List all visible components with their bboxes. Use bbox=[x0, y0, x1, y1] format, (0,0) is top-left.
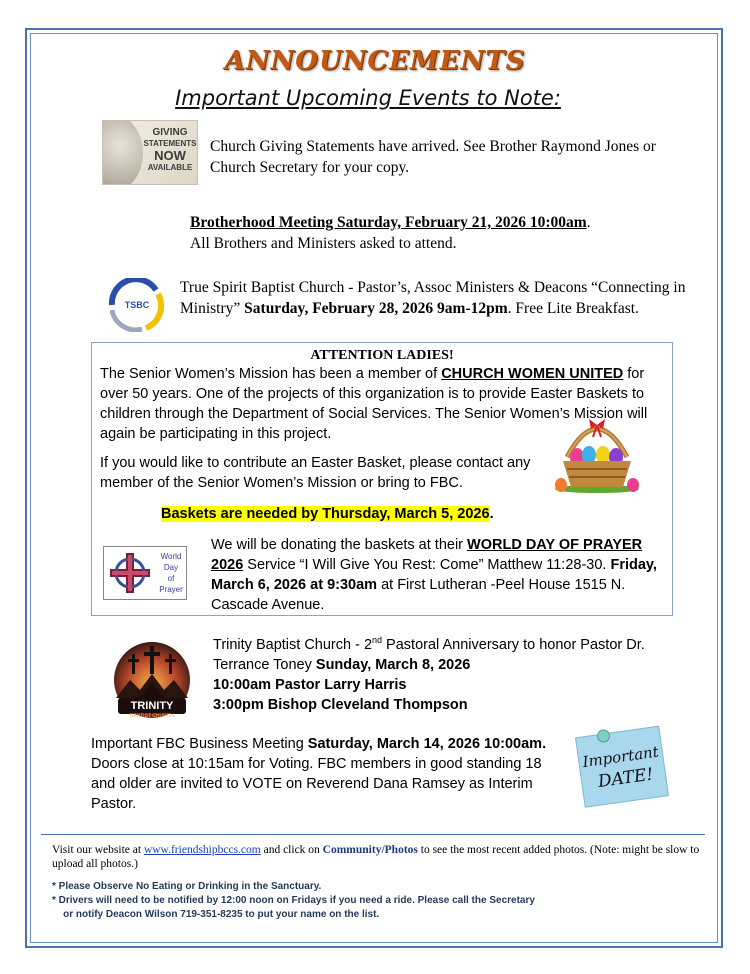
brotherhood-announcement: Brotherhood Meeting Saturday, February 21, 2026 10:00am. All Brothers and Ministers asked to attend. bbox=[190, 214, 591, 252]
tsbc-logo bbox=[106, 278, 168, 332]
svg-text:TSBC: TSBC bbox=[124, 300, 150, 310]
website-link[interactable]: www.friendshipbccs.com bbox=[143, 844, 261, 856]
brotherhood-text: All Brothers and Ministers asked to attend. bbox=[190, 235, 457, 252]
baskets-deadline: Baskets are needed by Thursday, March 5, 2026. bbox=[161, 506, 494, 522]
footer-note-3: or notify Deacon Wilson 719-351-8235 to put your name on the list. bbox=[52, 909, 380, 920]
coin-icon bbox=[102, 120, 143, 185]
footer-divider bbox=[41, 834, 705, 835]
svg-text:BAPTIST CHURCH: BAPTIST CHURCH bbox=[130, 713, 174, 719]
brotherhood-heading: Brotherhood Meeting Saturday, February 21, 2026 10:00am bbox=[190, 214, 587, 231]
svg-text:DATE!: DATE! bbox=[596, 764, 655, 793]
wdp-logo-text: World Day of Prayer bbox=[159, 552, 183, 594]
page-subtitle: Important Upcoming Events to Note: bbox=[175, 86, 561, 110]
trinity-baptist-logo bbox=[108, 640, 196, 722]
giving-statements-image bbox=[102, 120, 198, 185]
svg-text:Important: Important bbox=[581, 742, 660, 772]
tsbc-announcement: True Spirit Baptist Church - Pastor’s, Assoc Ministers & Deacons “Connecting in Ministry” Saturday, February 28, 2026 9am-12pm. Free Lite Breakfast. bbox=[180, 279, 686, 317]
world-day-of-prayer-text: We will be donating the baskets at their WORLD DAY OF PRAYER 2026 Service “I Will Give You Rest: Come” Matthew 11:28-30. Friday, March 6, 2026 at 9:30am at First Lutheran -Peel House 1515 N. Cascade Avenue. bbox=[211, 537, 657, 613]
ladies-paragraph-2: If you would like to contribute an Easter Basket, please contact any member of the Senior Women’s Mission or bring to FBC. bbox=[100, 455, 531, 491]
giving-image-caption: GIVING STATEMENTS NOW AVAILABLE bbox=[143, 127, 197, 172]
ladies-paragraph-1-top: The Senior Women’s Mission has been a member of CHURCH WOMEN UNITED for over 50 years. One of the projects of this organization is to provide Easter Baskets to children through the Department of Social Services. The Senior Women’s Mission will again be participating in this project. bbox=[100, 366, 648, 442]
cross-icon bbox=[108, 551, 152, 595]
business-meeting-announcement: Important FBC Business Meeting Saturday, March 14, 2026 10:00am. Doors close at 10:15am for Voting. FBC members in good standing 18 and older are invited to VOTE on Reverend Dana Ramsey as Interim Pastor. bbox=[91, 736, 547, 812]
footer-note-1: * Please Observe No Eating or Drinking in the Sanctuary. bbox=[52, 881, 322, 892]
svg-text:TRINITY: TRINITY bbox=[130, 700, 174, 712]
footer-notes bbox=[52, 880, 702, 922]
footer-note-2: * Drivers will need to be notified by 12:00 noon on Fridays if you need a ride. Please call the Secretary bbox=[52, 895, 535, 906]
easter-basket-image bbox=[553, 407, 641, 493]
trinity-service-1: 10:00am Pastor Larry Harris bbox=[213, 677, 407, 693]
church-women-united: CHURCH WOMEN UNITED bbox=[441, 366, 624, 382]
trinity-service-2: 3:00pm Bishop Cleveland Thompson bbox=[213, 697, 468, 713]
important-date-sticky-note bbox=[568, 722, 672, 812]
page-title: ANNOUNCEMENTS bbox=[224, 46, 526, 76]
footer-website-note: Visit our website at www.friendshipbccs.com and click on Community/Photos to see the most recent added photos. (Note: might be slow to upload all photos.) bbox=[52, 844, 700, 870]
community-photos-label: Community/Photos bbox=[322, 844, 418, 856]
ladies-heading: ATTENTION LADIES! bbox=[310, 348, 454, 363]
trinity-announcement: Trinity Baptist Church - 2nd Pastoral Anniversary to honor Pastor Dr. Terrance Toney Sunday, March 8, 2026 10:00am Pastor Larry Harris 3:00pm Bishop Cleveland Thompson bbox=[213, 635, 645, 713]
giving-statements-text: Church Giving Statements have arrived. See Brother Raymond Jones or Church Secretary for your copy. bbox=[210, 138, 656, 176]
wdp-event-name: WORLD DAY OF PRAYER 2026 bbox=[211, 537, 643, 573]
world-day-of-prayer-logo bbox=[103, 546, 187, 600]
